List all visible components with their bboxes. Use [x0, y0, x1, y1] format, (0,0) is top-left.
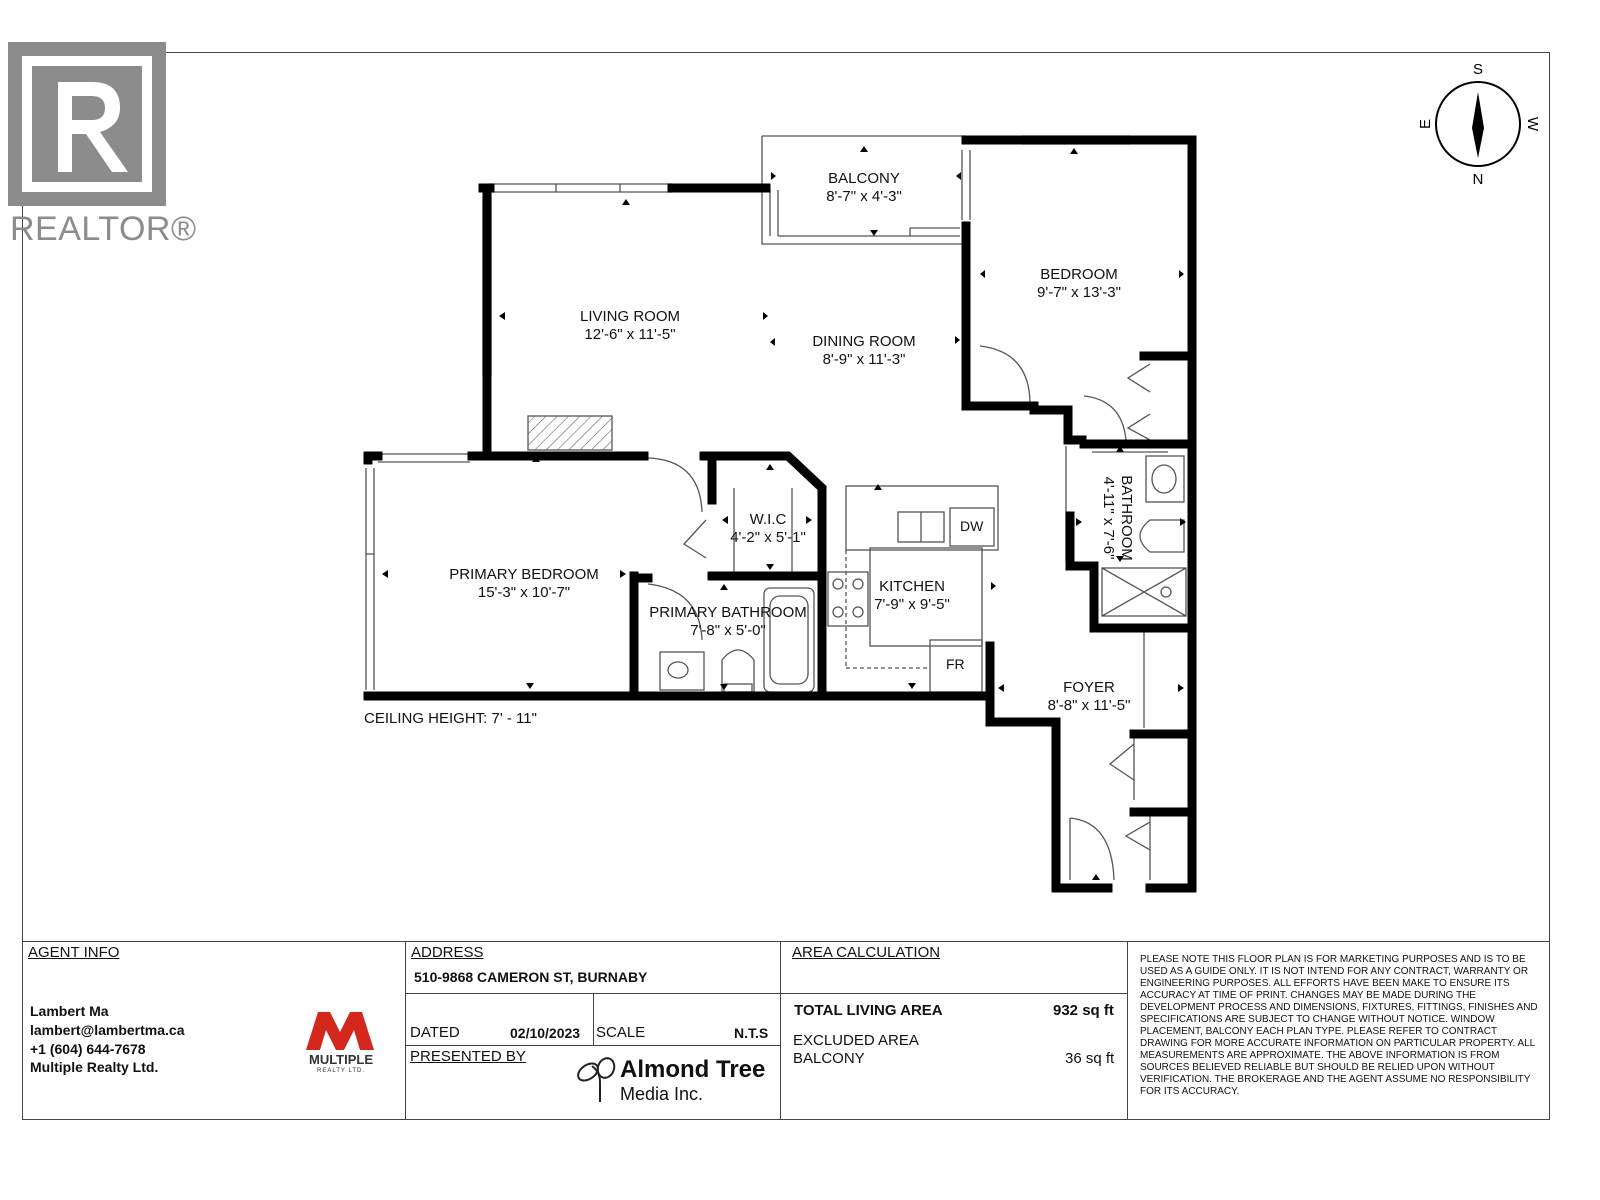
room-dimension: 4'-2" x 5'-1": [730, 529, 806, 546]
excluded-area-label: EXCLUDED AREA: [793, 1032, 919, 1049]
compass-e: E: [1417, 118, 1434, 130]
room-label-kitchen: [874, 578, 950, 614]
room-label-bedroom: [1037, 266, 1121, 302]
room-label-primary-bedroom: [449, 566, 598, 602]
multiple-subtitle: REALTY LTD.: [316, 1068, 365, 1074]
room-dimension: 8'-9" x 11'-3": [822, 351, 906, 368]
almond-tree-icon: [572, 1056, 618, 1104]
room-name: BALCONY: [828, 170, 900, 187]
room-label-balcony: [826, 170, 902, 206]
presented-by-label: PRESENTED BY: [410, 1048, 526, 1065]
ceiling-height: CEILING HEIGHT: 7' - 11": [364, 710, 537, 727]
room-label-foyer: [1048, 679, 1131, 715]
room-name: PRIMARY BATHROOM: [649, 604, 807, 621]
agent-company: Multiple Realty Ltd.: [30, 1059, 159, 1075]
room-name: LIVING ROOM: [579, 308, 681, 325]
balcony-area-value: 36 sq ft: [1065, 1050, 1115, 1067]
total-living-area-label: TOTAL LIVING AREA: [794, 1002, 943, 1019]
room-dimension: 8'-7" x 4'-3": [826, 188, 902, 205]
room-dimension: 15'-3" x 10'-7": [477, 584, 571, 601]
balcony-area-label: BALCONY: [793, 1050, 865, 1067]
multiple-m-icon: [300, 1008, 380, 1052]
room-label-bathroom: [1099, 463, 1135, 573]
area-calculation-header: AREA CALCULATION: [792, 944, 941, 961]
room-dimension: 7'-9" x 9'-5": [874, 596, 950, 613]
room-label-dining-room: [812, 333, 915, 369]
info-divider: [1127, 941, 1128, 1120]
agent-phone[interactable]: +1 (604) 644-7678: [30, 1041, 146, 1057]
scale-value: N.T.S: [734, 1025, 769, 1041]
room-dimension: 7'-8" x 5'-0": [690, 622, 766, 639]
multiple-realty-logo: [300, 1008, 380, 1078]
room-label-primary-bathroom: [649, 604, 807, 640]
room-name: BEDROOM: [1040, 266, 1118, 283]
realtor-wordmark: REALTOR®: [10, 210, 197, 248]
almond-tree-sub: Media Inc.: [620, 1084, 704, 1104]
room-dimension: 4'-11" x 7'-6": [1100, 476, 1117, 560]
info-divider: [593, 993, 594, 1045]
almond-tree-logo: [572, 1056, 778, 1106]
room-label-wic: [730, 511, 806, 547]
scale-label: SCALE: [596, 1024, 646, 1041]
room-dimension: 9'-7" x 13'-3": [1037, 284, 1121, 301]
room-dimension: 12'-6" x 11'-5": [584, 326, 676, 343]
room-name: FOYER: [1063, 679, 1115, 696]
info-divider: [405, 941, 406, 1120]
compass-icon: [1414, 58, 1544, 188]
room-name: BATHROOM: [1118, 475, 1135, 561]
info-divider: [780, 993, 1127, 994]
agent-info-header: AGENT INFO: [28, 944, 120, 961]
address-value: 510-9868 CAMERON ST, BURNABY: [414, 969, 648, 985]
info-divider: [405, 1045, 780, 1046]
compass-w: W: [1524, 116, 1541, 132]
room-name: PRIMARY BEDROOM: [449, 566, 599, 583]
compass-n: N: [1472, 170, 1484, 187]
room-name: W.I.C: [749, 511, 787, 528]
room-label-living-room: [580, 308, 680, 344]
dated-label: DATED: [410, 1024, 460, 1041]
room-dimension: 8'-8" x 11'-5": [1047, 697, 1131, 714]
dated-value: 02/10/2023: [510, 1025, 581, 1041]
total-living-area-value: 932 sq ft: [1053, 1002, 1114, 1019]
disclaimer-text: PLEASE NOTE THIS FLOOR PLAN IS FOR MARKETING PURPOSES AND IS TO BE USED AS A GUIDE ONLY. IT IS NOT INTEND FOR ANY CONTRACT, WARRANTY OR ENGINEERING PURPOSES. ALL EFFORTS HAVE BEEN MAKE TO ENSURE ITS ACCURACY AT TIME OF PRINT. CHANGES MAY BE MADE DURING THE DEVELOPMENT PROCESS AND DIMENSIONS, FIXTURES, FITTINGS, FINISHES AND SPECIFICATIONS ARE SUBJECT TO CHANGE WITHOUT NOTICE. WINDOW PLACEMENT, BALCONY EACH PLAN TYPE. PLEASE REFER TO CONTRACT DRAWING FOR MORE ACCURATE INFORMATION ON PARTICULAR PROPERTY. ALL MEASUREMENTS ARE APPROXIMATE. THE ABOVE INFORMATION IS FROM SOURCES BELIEVED RELIABLE BUT SHOULD BE RELIED UPON WITHOUT VERIFICATION. THE BROKERAGE AND THE AGENT ASSUME NO RESPONSIBILITY FOR ITS ACCURACY.: [1140, 954, 1538, 1097]
info-divider: [780, 941, 781, 1120]
fridge-label: FR: [946, 656, 965, 672]
agent-email[interactable]: lambert@lambertma.ca: [30, 1022, 185, 1038]
almond-tree-name: Almond Tree: [620, 1056, 766, 1083]
room-name: KITCHEN: [879, 578, 945, 595]
info-table-top-border: [22, 941, 1550, 942]
agent-name: Lambert Ma: [30, 1003, 109, 1019]
address-header: ADDRESS: [411, 944, 484, 961]
fireplace-icon: [528, 416, 612, 450]
dishwasher-label: DW: [960, 518, 984, 534]
compass-s: S: [1472, 61, 1484, 78]
room-name: DINING ROOM: [812, 333, 916, 350]
multiple-wordmark: MULTIPLE: [308, 1052, 374, 1067]
